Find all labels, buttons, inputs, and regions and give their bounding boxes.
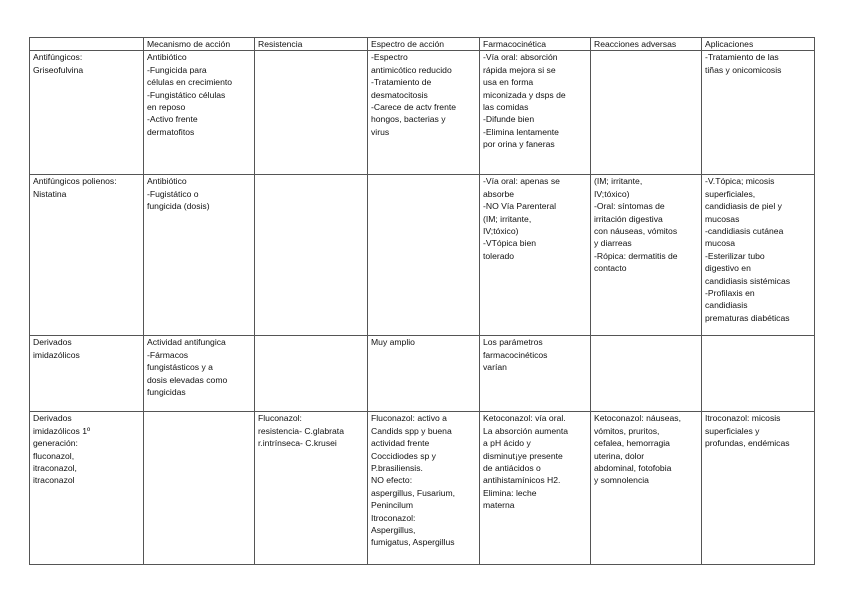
cell-text-line: Coccidiodes sp y [371, 450, 436, 461]
cell-text-line: -Rópica: dermatitis de [594, 250, 678, 261]
header-mecanismo: Mecanismo de acción [144, 38, 255, 51]
table-cell-reacciones [591, 412, 702, 565]
cell-text-line: Antibiótico [147, 52, 187, 63]
cell-text-line: superficiales y [705, 425, 760, 436]
header-resistencia: Resistencia [255, 38, 368, 51]
cell-text-line: Antifúngicos polienos: [33, 176, 117, 187]
cell-text-line: NO efecto: [371, 475, 413, 486]
cell-text-line: varían [483, 362, 507, 373]
cell-text-line: y somnolencia [594, 475, 649, 486]
table-cell-espectro [368, 175, 480, 336]
table-cell-espectro [368, 412, 480, 565]
cell-text-line: -Vía oral: absorción [483, 52, 558, 63]
cell-text-line: Nistatina [33, 188, 67, 199]
cell-text-line: Los parámetros [483, 337, 543, 348]
cell-text-line: -Fungicida para [147, 64, 207, 75]
table-cell-mecanismo [144, 51, 255, 175]
cell-text-line: itraconazol, [33, 463, 77, 474]
cell-text-line: hongos, bacterias y [371, 114, 446, 125]
cell-text-line: miconizada y dsps de [483, 89, 566, 100]
cell-text-line: Griseofulvina [33, 64, 84, 75]
cell-text-line: Fluconazol: [258, 413, 302, 424]
cell-text-line: Antibiótico [147, 176, 187, 187]
cell-text-line: absorbe [483, 188, 515, 199]
cell-text-line: fumigatus, Aspergillus [371, 537, 455, 548]
cell-text-line: prematuras diabéticas [705, 312, 790, 323]
cell-text-line: -candidiasis cutánea [705, 226, 784, 237]
cell-text-line: fungicidas [147, 387, 186, 398]
table-cell-espectro [368, 336, 480, 412]
cell-text-line: IV;tóxico) [483, 226, 519, 237]
cell-text-line: candidiasis sistémicas [705, 275, 791, 286]
cell-text-line: -Fugistático o [147, 188, 199, 199]
cell-text-line: -NO Vía Parenteral [483, 201, 557, 212]
cell-text-line: Aspergillus, [371, 525, 416, 536]
header-farmacocinetica: Farmacocinética [480, 38, 591, 51]
cell-text-line: Derivados [33, 337, 72, 348]
cell-text-line: Candids spp y buena [371, 425, 452, 436]
table-cell-drug-name [30, 175, 144, 336]
cell-text-line: -Vía oral: apenas se [483, 176, 560, 187]
table-cell-resistencia [255, 412, 368, 565]
cell-text-line: contacto [594, 263, 627, 274]
cell-text-line: resistencia- C.glabrata [258, 425, 344, 436]
cell-text-line: usa en forma [483, 77, 534, 88]
cell-text-line: -Carece de actv frente [371, 102, 457, 113]
table-cell-aplicaciones [702, 336, 815, 412]
cell-text-line: -V.Tópica; micosis [705, 176, 775, 187]
table-cell-reacciones [591, 51, 702, 175]
cell-text-line: candidiasis de piel y [705, 201, 782, 212]
table-cell-resistencia [255, 51, 368, 175]
cell-text-line: dosis elevadas como [147, 374, 228, 385]
table-cell-aplicaciones [702, 51, 815, 175]
cell-text-line: candidiasis [705, 300, 748, 311]
cell-text-line: Fluconazol: activo a [371, 413, 447, 424]
cell-text-line: y diarreas [594, 238, 632, 249]
cell-text-line: en reposo [147, 102, 186, 113]
cell-text-line: rápida mejora si se [483, 64, 556, 75]
table-cell-drug-name [30, 412, 144, 565]
cell-text-line: -Difunde bien [483, 114, 535, 125]
table-cell-aplicaciones [702, 412, 815, 565]
cell-text-line: desmatocitosis [371, 89, 428, 100]
cell-text-line: -Espectro [371, 52, 408, 63]
cell-text-line: fungistásticos y a [147, 362, 213, 373]
header-row [30, 38, 815, 51]
table-row [30, 51, 815, 175]
cell-text-line: Derivados [33, 413, 72, 424]
cell-text-line: dermatofitos [147, 126, 195, 137]
table-cell-farmacocinetica [480, 175, 591, 336]
cell-text-line: -Tratamiento de [371, 77, 432, 88]
cell-text-line: -VTópica bien [483, 238, 537, 249]
header-espectro: Espectro de acción [368, 38, 480, 51]
cell-text-line: Penincilum [371, 500, 414, 511]
cell-text-line: células en crecimiento [147, 77, 233, 88]
pharmacology-table [29, 37, 815, 565]
table-cell-mecanismo [144, 175, 255, 336]
header-cell-blank [30, 38, 144, 51]
header-aplicaciones: Aplicaciones [702, 38, 815, 51]
cell-text-line: mucosas [705, 213, 740, 224]
cell-text-line: uterina, dolor [594, 450, 645, 461]
table-cell-reacciones [591, 336, 702, 412]
table-cell-reacciones [591, 175, 702, 336]
cell-text-line: -Elimina lentamente [483, 126, 559, 137]
cell-text-line: fungicida (dosis) [147, 201, 210, 212]
cell-text-line: abdominal, fotofobia [594, 463, 672, 474]
cell-text-line: Ketoconazol: náuseas, [594, 413, 681, 424]
table-row [30, 412, 815, 565]
cell-text-line: profundas, endémicas [705, 438, 790, 449]
table-row [30, 336, 815, 412]
cell-text-line: materna [483, 500, 515, 511]
table-row [30, 175, 815, 336]
cell-text-line: (IM; irritante, [594, 176, 643, 187]
cell-text-line: mucosa [705, 238, 736, 249]
cell-text-line: IV;tóxico) [594, 188, 630, 199]
cell-text-line: superficiales, [705, 188, 756, 199]
cell-text-line: P.brasiliensis. [371, 463, 423, 474]
table-cell-aplicaciones [702, 175, 815, 336]
cell-text-line: por orina y faneras [483, 139, 555, 150]
cell-text-line: tiñas y onicomicosis [705, 64, 782, 75]
cell-text-line: antihistamínicos H2. [483, 475, 561, 486]
cell-text-line: Muy amplio [371, 337, 415, 348]
cell-text-line: Itroconazol: micosis [705, 413, 781, 424]
cell-text-line: antimicótico reducido [371, 64, 452, 75]
cell-text-line: La absorción aumenta [483, 425, 569, 436]
cell-text-line: -Activo frente [147, 114, 198, 125]
cell-text-line: vómitos, pruritos, [594, 425, 660, 436]
cell-text-line: generación: [33, 438, 78, 449]
cell-text-line: -Esterilizar tubo [705, 250, 765, 261]
cell-text-line: a pH ácido y [483, 438, 531, 449]
cell-text-line: -Tratamiento de las [705, 52, 779, 63]
cell-text-line: cefalea, hemorragia [594, 438, 670, 449]
table-cell-farmacocinetica [480, 336, 591, 412]
cell-text-line: Elimina: leche [483, 487, 537, 498]
cell-text-line: farmacocinéticos [483, 349, 548, 360]
cell-text-line: r.intrínseca- C.krusei [258, 438, 337, 449]
cell-text-line: -Fármacos [147, 349, 189, 360]
header-reacciones: Reacciones adversas [591, 38, 702, 51]
cell-text-line: Actividad antifungica [147, 337, 226, 348]
cell-text-line: tolerado [483, 250, 515, 261]
cell-text-line: disminut¡ye presente [483, 450, 563, 461]
table-cell-mecanismo [144, 412, 255, 565]
cell-text-line: -Profilaxis en [705, 288, 755, 299]
table-cell-drug-name [30, 336, 144, 412]
table-cell-mecanismo [144, 336, 255, 412]
table-cell-drug-name [30, 51, 144, 175]
cell-text-line: con náuseas, vómitos [594, 226, 678, 237]
cell-text-line: virus [371, 126, 390, 137]
cell-text-line: actividad frente [371, 438, 430, 449]
cell-text-line: de antiácidos o [483, 463, 541, 474]
cell-text-line: Itroconazol: [371, 512, 416, 523]
cell-text-line: aspergillus, Fusarium, [371, 487, 456, 498]
cell-text-line: las comidas [483, 102, 529, 113]
cell-text-line: itraconazol [33, 475, 75, 486]
cell-text-line: -Fungistático células [147, 89, 226, 100]
cell-text-line: fluconazol, [33, 450, 75, 461]
cell-text-line: Antifúngicos: [33, 52, 83, 63]
table-cell-farmacocinetica [480, 412, 591, 565]
cell-text-line: imidazólicos [33, 349, 80, 360]
cell-text-line: irritación digestiva [594, 213, 663, 224]
cell-text-line: imidazólicos 1º [33, 425, 91, 436]
cell-text-line: digestivo en [705, 263, 751, 274]
table-cell-farmacocinetica [480, 51, 591, 175]
cell-text-line: (IM; irritante, [483, 213, 532, 224]
table-cell-espectro [368, 51, 480, 175]
cell-text-line: -Oral: síntomas de [594, 201, 665, 212]
table-cell-resistencia [255, 336, 368, 412]
table-cell-resistencia [255, 175, 368, 336]
cell-text-line: Ketoconazol: vía oral. [483, 413, 566, 424]
